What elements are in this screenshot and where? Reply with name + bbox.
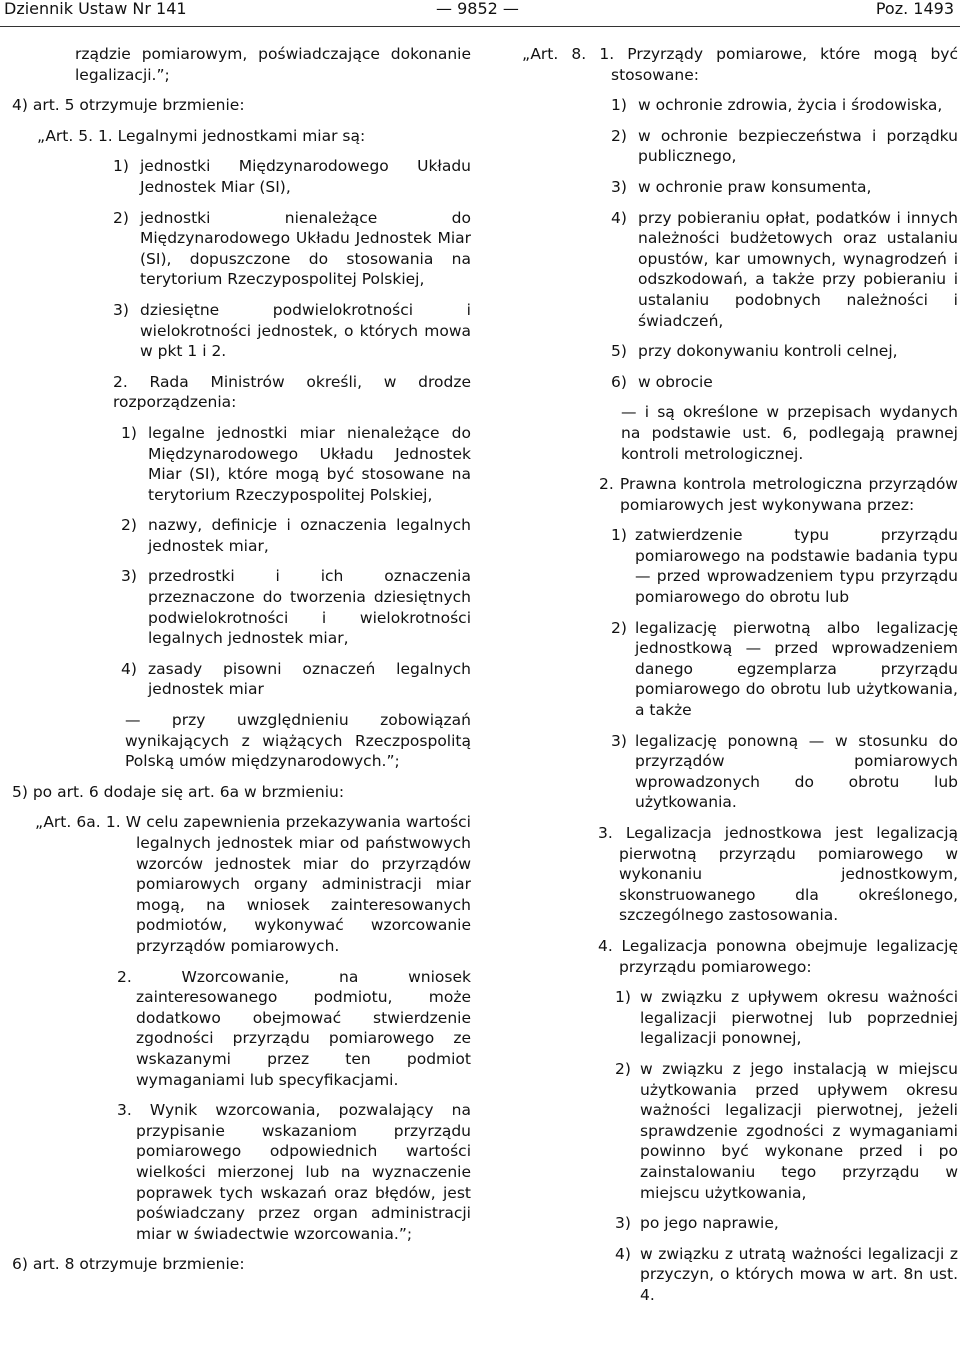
art-8-ust-3: 3. Legalizacja jednostkowa jest legalizacją pierwotną przyrządu pomiarowego w wykonaniu jednostkowym, skonstruowanego dla określonego, szczególnego zastosowania. [598,824,958,925]
point-4-intro: 4) art. 5 otrzymuje brzmienie: [12,96,245,115]
list-item: 3) po jego naprawie, [615,1214,779,1233]
position-number: Poz. 1493 [875,0,954,18]
list-item: 1) jednostki Międzynarodowego Układu Jednostek Miar (SI), [113,157,471,196]
art-5-ust-2-list [12,423,471,700]
list-item: 3) przedrostki i ich oznaczenia przeznaczone do tworzenia dziesiętnych podwielokrotności i wielokrotności legalnych jednostek miar, [121,567,471,648]
continuation-paragraph: rządzie pomiarowym, poświadczające dokonanie legalizacji.”; [75,45,471,84]
list-item: 2) jednostki nienależące do Międzynarodowego Układu Jednostek Miar (SI), dopuszczone do stosowania na terytorium Rzeczypospolitej Polskiej, [113,208,471,289]
art-8-ust-1: „Art. 8. 1. Przyrządy pomiarowe, które mogą być stosowane: [522,45,958,84]
art-8-ust-1-tail: — i są określone w przepisach wydanych na podstawie ust. 6, podlegają prawnej kontroli metrologicznej. [621,403,958,463]
list-item: 1) w związku z upływem okresu ważności legalizacji pierwotnej lub poprzedniej legalizacji ponownej, [615,988,958,1048]
art-8-ust-2-list [500,525,958,813]
art-5-ust-1-list [12,156,471,361]
list-item: 3) w ochronie praw konsumenta, [611,177,872,196]
list-item: 6) w obrocie [611,372,713,391]
art-5-ust-2: 2. Rada Ministrów określi, w drodze rozporządzenia: [113,372,471,412]
list-item: 1) legalne jednostki miar nienależące do Międzynarodowego Układu Jednostek Miar (SI), które mogą być stosowane na terytorium Rzeczypospolitej Polskiej, [121,423,471,504]
art-8-ust-2: 2. Prawna kontrola metrologiczna przyrządów pomiarowych jest wykonywana przez: [599,475,958,514]
point-5-intro: 5) po art. 6 dodaje się art. 6a w brzmieniu: [12,782,345,801]
right-column [500,44,958,1305]
art-8-ust-1-list [500,95,958,392]
list-item: 5) przy dokonywaniu kontroli celnej, [611,342,898,361]
list-item: 3) legalizację ponowną — w stosunku do przyrządów pomiarowych wprowadzonych do obrotu lub użytkowania. [611,731,958,812]
page-header [0,0,960,22]
art-6a-ust-3: 3. Wynik wzorcowania, pozwalający na przypisanie wskazaniom przyrządu pomiarowego odpowiednich wartości wielkości mierzonej lub na wyznaczenie poprawek tych wskazań oraz błędów, jest poświadczany przez organ administracji miar w świadectwie wzorcowania.”; [117,1101,471,1243]
list-item: 4) przy pobieraniu opłat, podatków i innych należności budżetowych oraz ustalaniu opustów, kar umownych, wynagrodzeń i odszkodowań, a także przy pobieraniu i ustalaniu podobnych należności i świadczeń, [611,208,958,330]
art-8-ust-4: 4. Legalizacja ponowna obejmuje legalizację przyrządu pomiarowego: [598,936,958,976]
art-5-ust-2-tail: — przy uwzględnieniu zobowiązań wynikających z wiążących Rzeczpospolitą Polską umów międzynarodowych.”; [125,711,471,771]
page-number: — 9852 — [436,0,519,18]
list-item: 2) w ochronie bezpieczeństwa i porządku publicznego, [611,126,958,166]
list-item: 1) zatwierdzenie typu przyrządu pomiarowego na podstawie badania typu — przed wprowadzeniem typu przyrządu pomiarowego do obrotu lub [611,526,958,607]
header-rule [0,26,960,27]
list-item: 2) nazwy, definicje i oznaczenia legalnych jednostek miar, [121,516,471,555]
point-6-intro: 6) art. 8 otrzymuje brzmienie: [12,1255,245,1274]
list-item: 1) w ochronie zdrowia, życia i środowiska, [611,96,943,115]
art-8-ust-4-list [500,987,958,1305]
list-item: 3) dziesiętne podwielokrotności i wielokrotności jednostek, o których mowa w pkt 1 i 2. [113,300,471,361]
list-item: 2) legalizację pierwotną albo legalizację jednostkową — przed wprowadzeniem danego egzemplarza przyrządu pomiarowego do obrotu lub użytkowania, a także [611,618,958,720]
art-5-ust-1: „Art. 5. 1. Legalnymi jednostkami miar są: [37,126,366,145]
left-column [12,44,471,1275]
journal-title: Dziennik Ustaw Nr 141 [4,0,187,18]
art-6a-ust-2: 2. Wzorcowanie, na wniosek zainteresowanego podmiotu, może dodatkowo obejmować stwierdzenie zgodności przyrządu pomiarowego ze wskazanymi przez ten podmiot wymaganiami lub specyfikacjami. [117,967,471,1089]
art-6a-ust-1: „Art. 6a. 1. W celu zapewnienia przekazywania wartości legalnych jednostek miar od państwowych wzorców jednostek miar do przyrządów pomiarowych organy administracji miar mogą, na wniosek zainteresowanych podmiotów, wykonywać wzorcowanie przyrządów pomiarowych. [35,813,471,955]
list-item: 4) w związku z utratą ważności legalizacji z przyczyn, o których mowa w art. 8n ust. 4. [615,1244,958,1304]
list-item: 4) zasady pisowni oznaczeń legalnych jednostek miar [121,659,471,699]
list-item: 2) w związku z jego instalacją w miejscu użytkowania przed upływem okresu ważności legalizacji pierwotnej, jeżeli sprawdzenie zgodności z wymaganiami powinno być wykonane przed i po zainstalowaniu tego przyrządu w miejscu użytkowania, [615,1059,958,1202]
